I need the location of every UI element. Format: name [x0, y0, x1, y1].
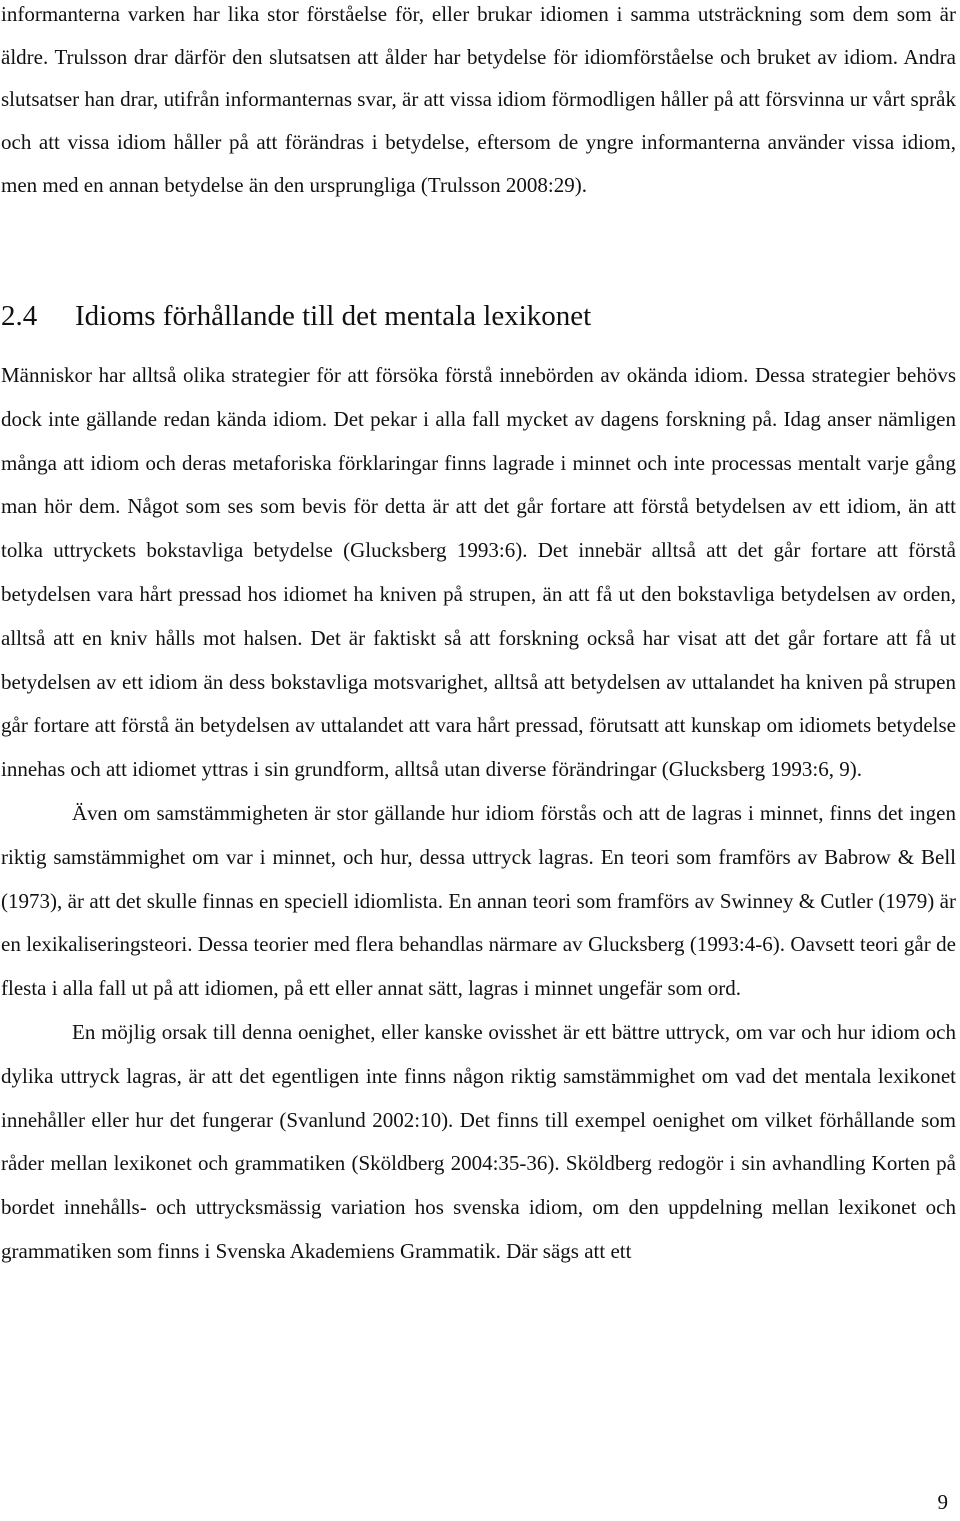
paragraph-continued: informanterna varken har lika stor förståelse för, eller brukar idiomen i samma utsträckning som dem som är äldre. Trulsson drar därför den slutsatsen att ålder har betydelse för idiomförståelse och bruket av idiom. Andra slutsatser han drar, utifrån informanternas svar, är att vissa idiom förmodligen håller på att försvinna ur vårt språk och att vissa idiom håller på att förändras i betydelse, eftersom de yngre informanterna använder vissa idiom, men med en annan betydelse än den ursprungliga (Trulsson 2008:29). [1, 2, 956, 197]
paragraph-2: Även om samstämmigheten är stor gällande hur idiom förstås och att de lagras i minnet, finns det ingen riktig samstämmighet om var i minnet, och hur, dessa uttryck lagras. En teori som framförs av Babrow & Bell (1973), är att det skulle finnas en speciell idiomlista. En annan teori som framförs av Swinney & Cutler (1979) är en lexikaliseringsteori. Dessa teorier med flera behandlas närmare av Glucksberg (1993:4-6). Oavsett teori går de flesta i alla fall ut på att idiomen, på ett eller annat sätt, lagras i minnet ungefär som ord. [1, 800, 956, 1001]
section-heading [1, 300, 591, 333]
page-number: 9 [937, 1490, 948, 1514]
paragraph-3: En möjlig orsak till denna oenighet, eller kanske ovisshet är ett bättre uttryck, om var och hur idiom och dylika uttryck lagras, är att det egentligen inte finns någon riktig samstämmighet om vad det mentala lexikonet innehåller eller hur det fungerar (Svanlund 2002:10). Det finns till exempel oenighet om vilket förhållande som råder mellan lexikonet och grammatiken (Sköldberg 2004:35-36). Sköldberg redogör i sin avhandling Korten på bordet innehålls- och uttrycksmässig variation hos svenska idiom, om den uppdelning mellan lexikonet och grammatiken som finns i Svenska Akademiens Grammatik. Där sägs att ett [1, 1019, 956, 1263]
paragraph-1: Människor har alltså olika strategier för att försöka förstå innebörden av okända idiom. Dessa strategier behövs dock inte gällande redan kända idiom. Det pekar i alla fall mycket av dagens forskning på. Idag anser nämligen många att idiom och deras metaforiska förklaringar finns lagrade i minnet och inte processas mentalt varje gång man hör dem. Något som ses som bevis för detta är att det går fortare att förstå betydelsen av ett idiom, än att tolka uttryckets bokstavliga betydelse (Glucksberg 1993:6). Det innebär alltså att det går fortare att förstå betydelsen vara hårt pressad hos idiomet ha kniven på strupen, än att få ut den bokstavliga betydelsen av orden, alltså att en kniv hålls mot halsen. Det är faktiskt så att forskning också har visat att det går fortare att få ut betydelsen av ett idiom än dess bokstavliga motsvarighet, alltså att betydelsen av uttalandet ha kniven på strupen går fortare att förstå än betydelsen av uttalandet att vara hårt pressad, förutsatt att kunskap om idiomets betydelse innehas och att idiomet yttras i sin grundform, alltså utan diverse förändringar (Glucksberg 1993:6, 9). [1, 363, 956, 782]
section-number: 2.4 [1, 300, 38, 332]
section-body [1, 354, 956, 1274]
section-title: Idioms förhållande till det mentala lexikonet [75, 300, 592, 332]
